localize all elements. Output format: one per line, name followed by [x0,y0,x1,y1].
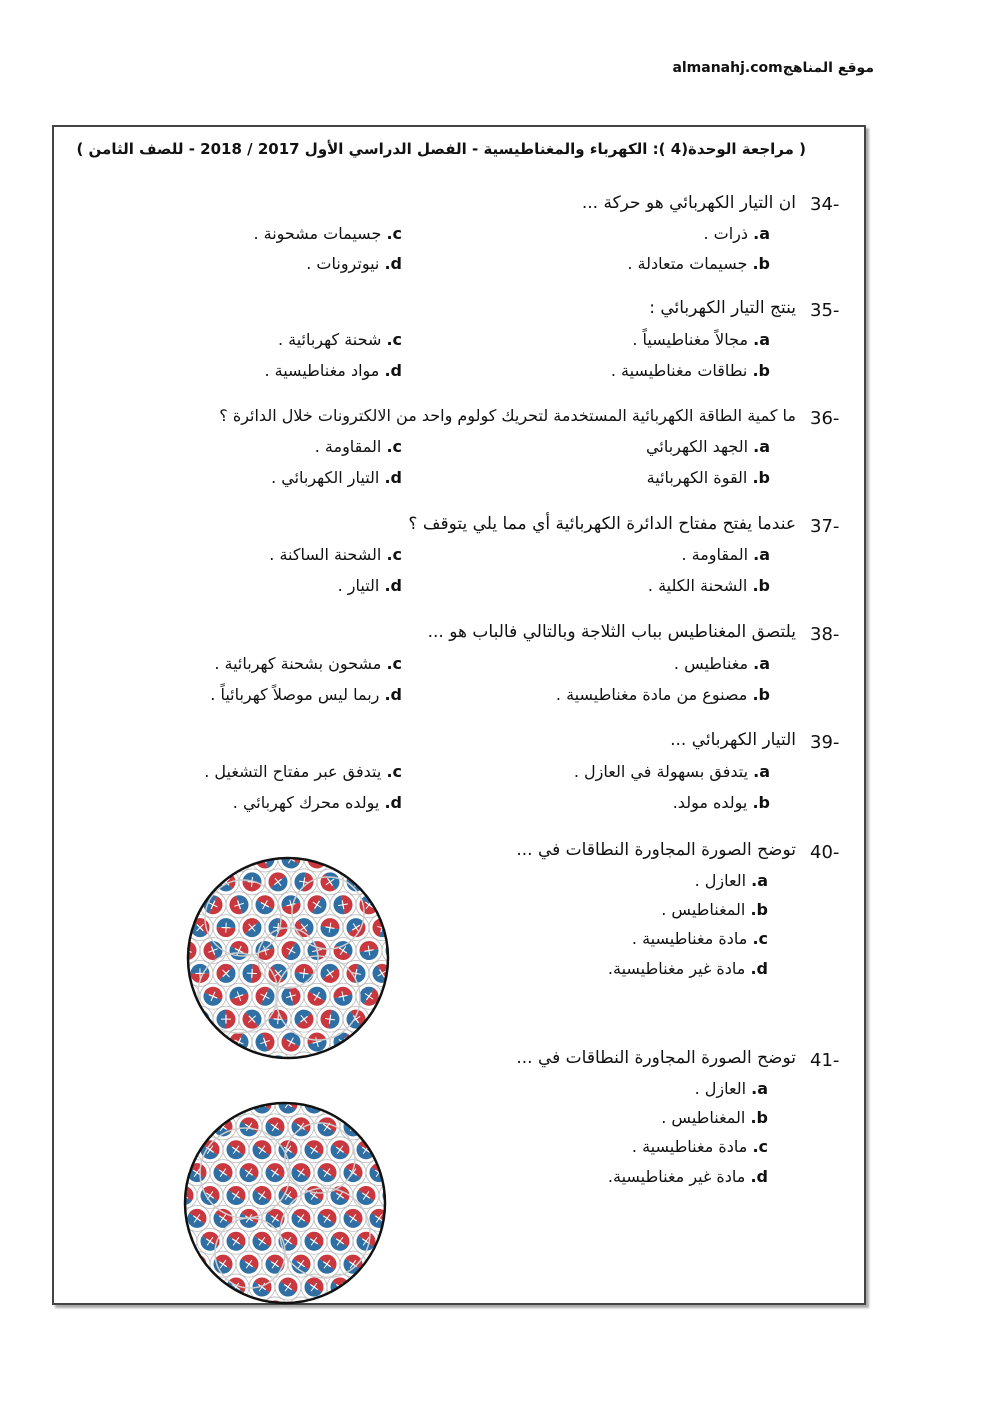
dipole-icon [190,872,210,892]
dipole-icon [189,1054,210,1063]
question-number: 36- [810,408,840,429]
option-c[interactable]: c. مادة مغناطيسية . [631,1137,768,1156]
dipole-icon [357,1030,380,1053]
dipole-icon [378,1098,390,1118]
question-text: عندما يفتح مفتاح الدائرة الكهربائية أي مما يلي يتوقف ؟ [408,514,796,534]
dipole-icon [216,917,237,938]
question-number: 40- [810,842,840,863]
dipole-icon [183,1029,200,1055]
option-d[interactable]: d. التيار الكهربائي . [271,468,402,487]
dipole-icon [381,1028,393,1056]
dipole-icon [378,1273,390,1301]
option-c[interactable]: c. الشحنة الساكنة . [269,545,402,564]
dipole-icon [180,1113,185,1141]
option-a[interactable]: a. يتدفق بسهولة في العازل . [573,762,770,781]
dipole-icon [183,868,188,896]
dipole-icon [180,1273,198,1301]
dipole-icon [212,1051,240,1063]
option-a[interactable]: a. المقاومة . [681,545,770,564]
option-c[interactable]: c. المقاومة . [314,437,402,456]
question-number: 37- [810,516,840,537]
option-d[interactable]: d. يولده محرك كهربائي . [232,793,402,812]
option-b[interactable]: b. مصنوع من مادة مغناطيسية . [555,685,770,704]
option-a[interactable]: a. العازل . [694,1079,768,1098]
dipole-icon [209,1296,237,1308]
option-b[interactable]: b. القوة الكهربائية [646,468,770,487]
dipole-icon [200,853,225,872]
dipole-icon [368,1051,393,1063]
dipole-icon [358,853,380,870]
question-number: 38- [810,624,840,645]
question-text: ما كمية الطاقة الكهربائية المستخدمة لتحريك كولوم واحد من الالكترونات خلال الدائرة ؟ [219,406,796,425]
question-number: 34- [810,194,840,215]
option-d[interactable]: d. ربما ليس موصلاً كهربائياً . [210,685,402,704]
option-d[interactable]: d. التيار . [337,576,402,595]
dipole-icon [368,868,393,895]
dipole-icon [365,1113,390,1141]
option-c[interactable]: c. مشحون بشحنة كهربائية . [214,654,402,673]
domains-figure-aligned [180,1098,390,1308]
question-text: توضح الصورة المجاورة النطاقات في ... [516,1048,796,1068]
dipole-icon [384,985,393,1008]
option-c[interactable]: c. مادة مغناطيسية . [631,929,768,948]
question-number: 35- [810,300,840,321]
option-c[interactable]: c. يتدفق عبر مفتاح التشغيل . [204,762,402,781]
dipole-icon [183,1113,211,1141]
option-c[interactable]: c. جسيمات مشحونة . [253,224,402,243]
dipole-icon [183,1051,188,1063]
question-text: ينتج التيار الكهربائي : [649,298,796,318]
question-number: 41- [810,1050,840,1071]
dipole-icon [352,1098,380,1118]
dipole-icon [183,1296,211,1308]
option-a[interactable]: a. ذرات . [703,224,770,243]
dipole-icon [352,1273,380,1301]
dipole-icon [216,1009,236,1029]
dipole-icon [183,1008,185,1029]
dipole-icon [183,853,200,872]
option-b[interactable]: b. المغناطيس . [661,900,768,919]
dipole-icon [180,1250,185,1278]
option-b[interactable]: b. نطاقات مغناطيسية . [610,361,770,380]
option-b[interactable]: b. يولده مولد. [672,793,770,812]
option-a[interactable]: a. مجالاً مغناطيسياً . [632,330,770,349]
page-title: ( مراجعة الوحدة(4 ): الكهرباء والمغناطيسية - الفصل الدراسي الأول 2017 / 2018 - للصف الثامن ) [76,140,806,158]
option-d[interactable]: d. مواد مغناطيسية . [264,361,402,380]
option-c[interactable]: c. شحنة كهربائية . [277,330,402,349]
question-number: 39- [810,732,840,753]
dipole-icon [183,917,184,938]
question-text: يلتصق المغناطيس بباب الثلاجة وبالتالي فالباب هو ... [427,622,796,642]
option-d[interactable]: d. نيوترونات . [306,254,402,273]
option-a[interactable]: a. الجهد الكهربائي [646,437,770,456]
option-a[interactable]: a. مغناطيس . [673,654,770,673]
option-a[interactable]: a. العازل . [694,871,768,890]
dipole-icon [381,853,393,873]
question-text: التيار الكهربائي ... [670,730,796,750]
dipole-icon [384,894,393,916]
dipole-icon [378,1136,390,1164]
question-text: توضح الصورة المجاورة النطاقات في ... [516,840,796,860]
dipole-icon [365,1296,390,1308]
option-b[interactable]: b. جسيمات متعادلة . [627,254,770,273]
dipole-icon [180,1159,185,1187]
option-b[interactable]: b. الشحنة الكلية . [647,576,770,595]
question-text: ان التيار الكهربائي هو حركة ... [581,193,796,213]
domains-figure-random [183,853,393,1063]
dipole-icon [242,1055,262,1063]
option-d[interactable]: d. مادة غير مغناطيسية. [607,1167,768,1186]
dipole-icon [345,1053,368,1063]
option-b[interactable]: b. المغناطيس . [661,1108,768,1127]
dipole-icon [180,1296,185,1308]
option-d[interactable]: d. مادة غير مغناطيسية. [607,959,768,978]
dipole-icon [196,1098,224,1118]
site-label: موقع المناهجalmanahj.com [672,60,874,76]
dipole-icon [339,1296,367,1308]
dipole-icon [180,1098,198,1118]
